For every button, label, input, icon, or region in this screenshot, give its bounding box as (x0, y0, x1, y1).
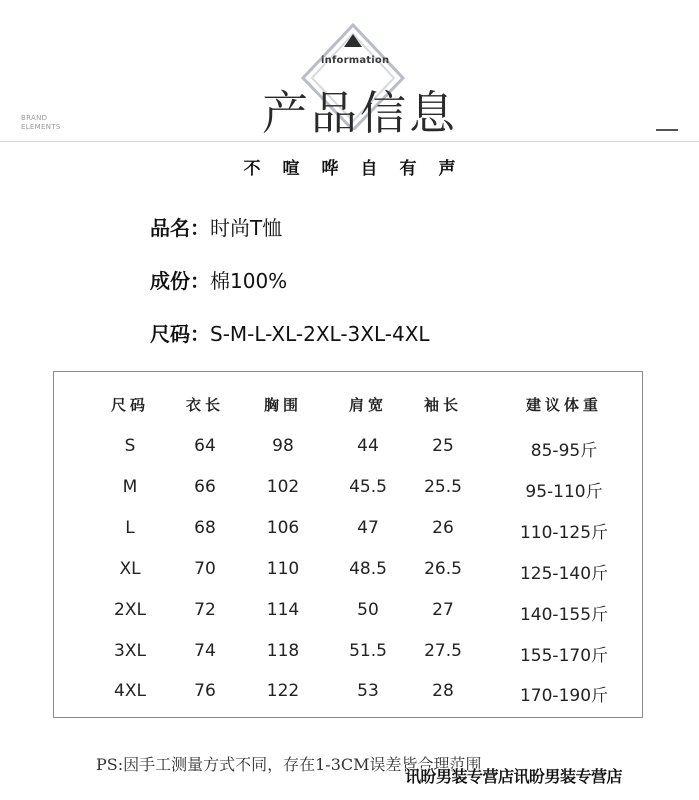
table-cell: 140-155斤 (519, 605, 609, 625)
table-cell: 48.5 (349, 559, 387, 579)
table-cell: 4XL (114, 681, 146, 701)
brand-line-2: ELEMENTS (21, 123, 61, 131)
sizes-line (150, 318, 430, 347)
table-cell: 106 (266, 518, 300, 538)
table-cell: 25 (432, 436, 454, 456)
table-cell: 25.5 (424, 477, 462, 497)
table-cell: 47 (357, 518, 379, 538)
store-watermark: 讯昐男装专营店讯昐男装专营店 (405, 767, 623, 786)
table-cell: 95-110斤 (525, 482, 603, 502)
table-cell: 74 (194, 641, 216, 661)
table-header-cell: 袖长 (423, 396, 463, 414)
sizes-label: 尺码： (150, 322, 210, 346)
size-chart-table (53, 371, 643, 718)
table-cell: 3XL (114, 641, 146, 661)
information-badge: information (321, 55, 390, 66)
table-cell: 26.5 (424, 559, 462, 579)
table-cell: 102 (266, 477, 300, 497)
table-header-cell: 衣长 (185, 396, 225, 414)
composition-line (150, 265, 287, 294)
table-cell: S (124, 436, 136, 456)
table-cell: 26 (432, 518, 454, 538)
product-name-label: 品名： (150, 216, 210, 240)
table-cell: 76 (194, 681, 216, 701)
table-cell: 51.5 (349, 641, 387, 661)
table-cell: 53 (357, 681, 379, 701)
table-cell: 70 (194, 559, 216, 579)
table-header-cell: 肩宽 (348, 396, 388, 414)
table-cell: 118 (266, 641, 300, 661)
brand-elements-label (21, 114, 61, 132)
table-header-cell: 建议体重 (525, 396, 603, 414)
sizes-value: S-M-L-XL-2XL-3XL-4XL (210, 322, 430, 346)
page-title: 产品信息 (262, 86, 458, 140)
table-cell: 170-190斤 (519, 686, 609, 706)
product-name-line (150, 212, 282, 241)
table-cell: 114 (266, 600, 300, 620)
brand-line-1: BRAND (21, 114, 48, 122)
table-cell: 50 (357, 600, 379, 620)
right-dash-decoration (656, 129, 678, 131)
table-header-cell: 胸围 (263, 396, 303, 414)
table-cell: 64 (194, 436, 216, 456)
table-cell: 122 (266, 681, 300, 701)
table-cell: 27.5 (424, 641, 462, 661)
composition-value: 棉100% (210, 269, 288, 293)
table-cell: 125-140斤 (519, 564, 609, 584)
product-name-value: 时尚T恤 (210, 216, 283, 240)
table-cell: M (122, 477, 138, 497)
table-cell: 28 (432, 681, 454, 701)
table-cell: 72 (194, 600, 216, 620)
table-cell: 98 (272, 436, 294, 456)
table-cell: 110 (266, 559, 300, 579)
table-cell: L (125, 518, 135, 538)
slogan: 不喧哗自有声 (243, 159, 478, 179)
table-cell: 66 (194, 477, 216, 497)
table-cell: 2XL (114, 600, 146, 620)
table-cell: 45.5 (349, 477, 387, 497)
table-cell: 85-95斤 (530, 441, 598, 461)
table-cell: XL (119, 559, 141, 579)
composition-label: 成份： (150, 269, 210, 293)
table-cell: 68 (194, 518, 216, 538)
measurement-footnote: PS:因手工测量方式不同，存在1-3CM误差皆合理范围 (96, 755, 482, 774)
title-divider (0, 141, 699, 142)
table-cell: 110-125斤 (519, 523, 609, 543)
table-cell: 155-170斤 (519, 646, 609, 666)
table-cell: 44 (357, 436, 379, 456)
table-header-cell: 尺码 (110, 396, 150, 414)
table-cell: 27 (432, 600, 454, 620)
